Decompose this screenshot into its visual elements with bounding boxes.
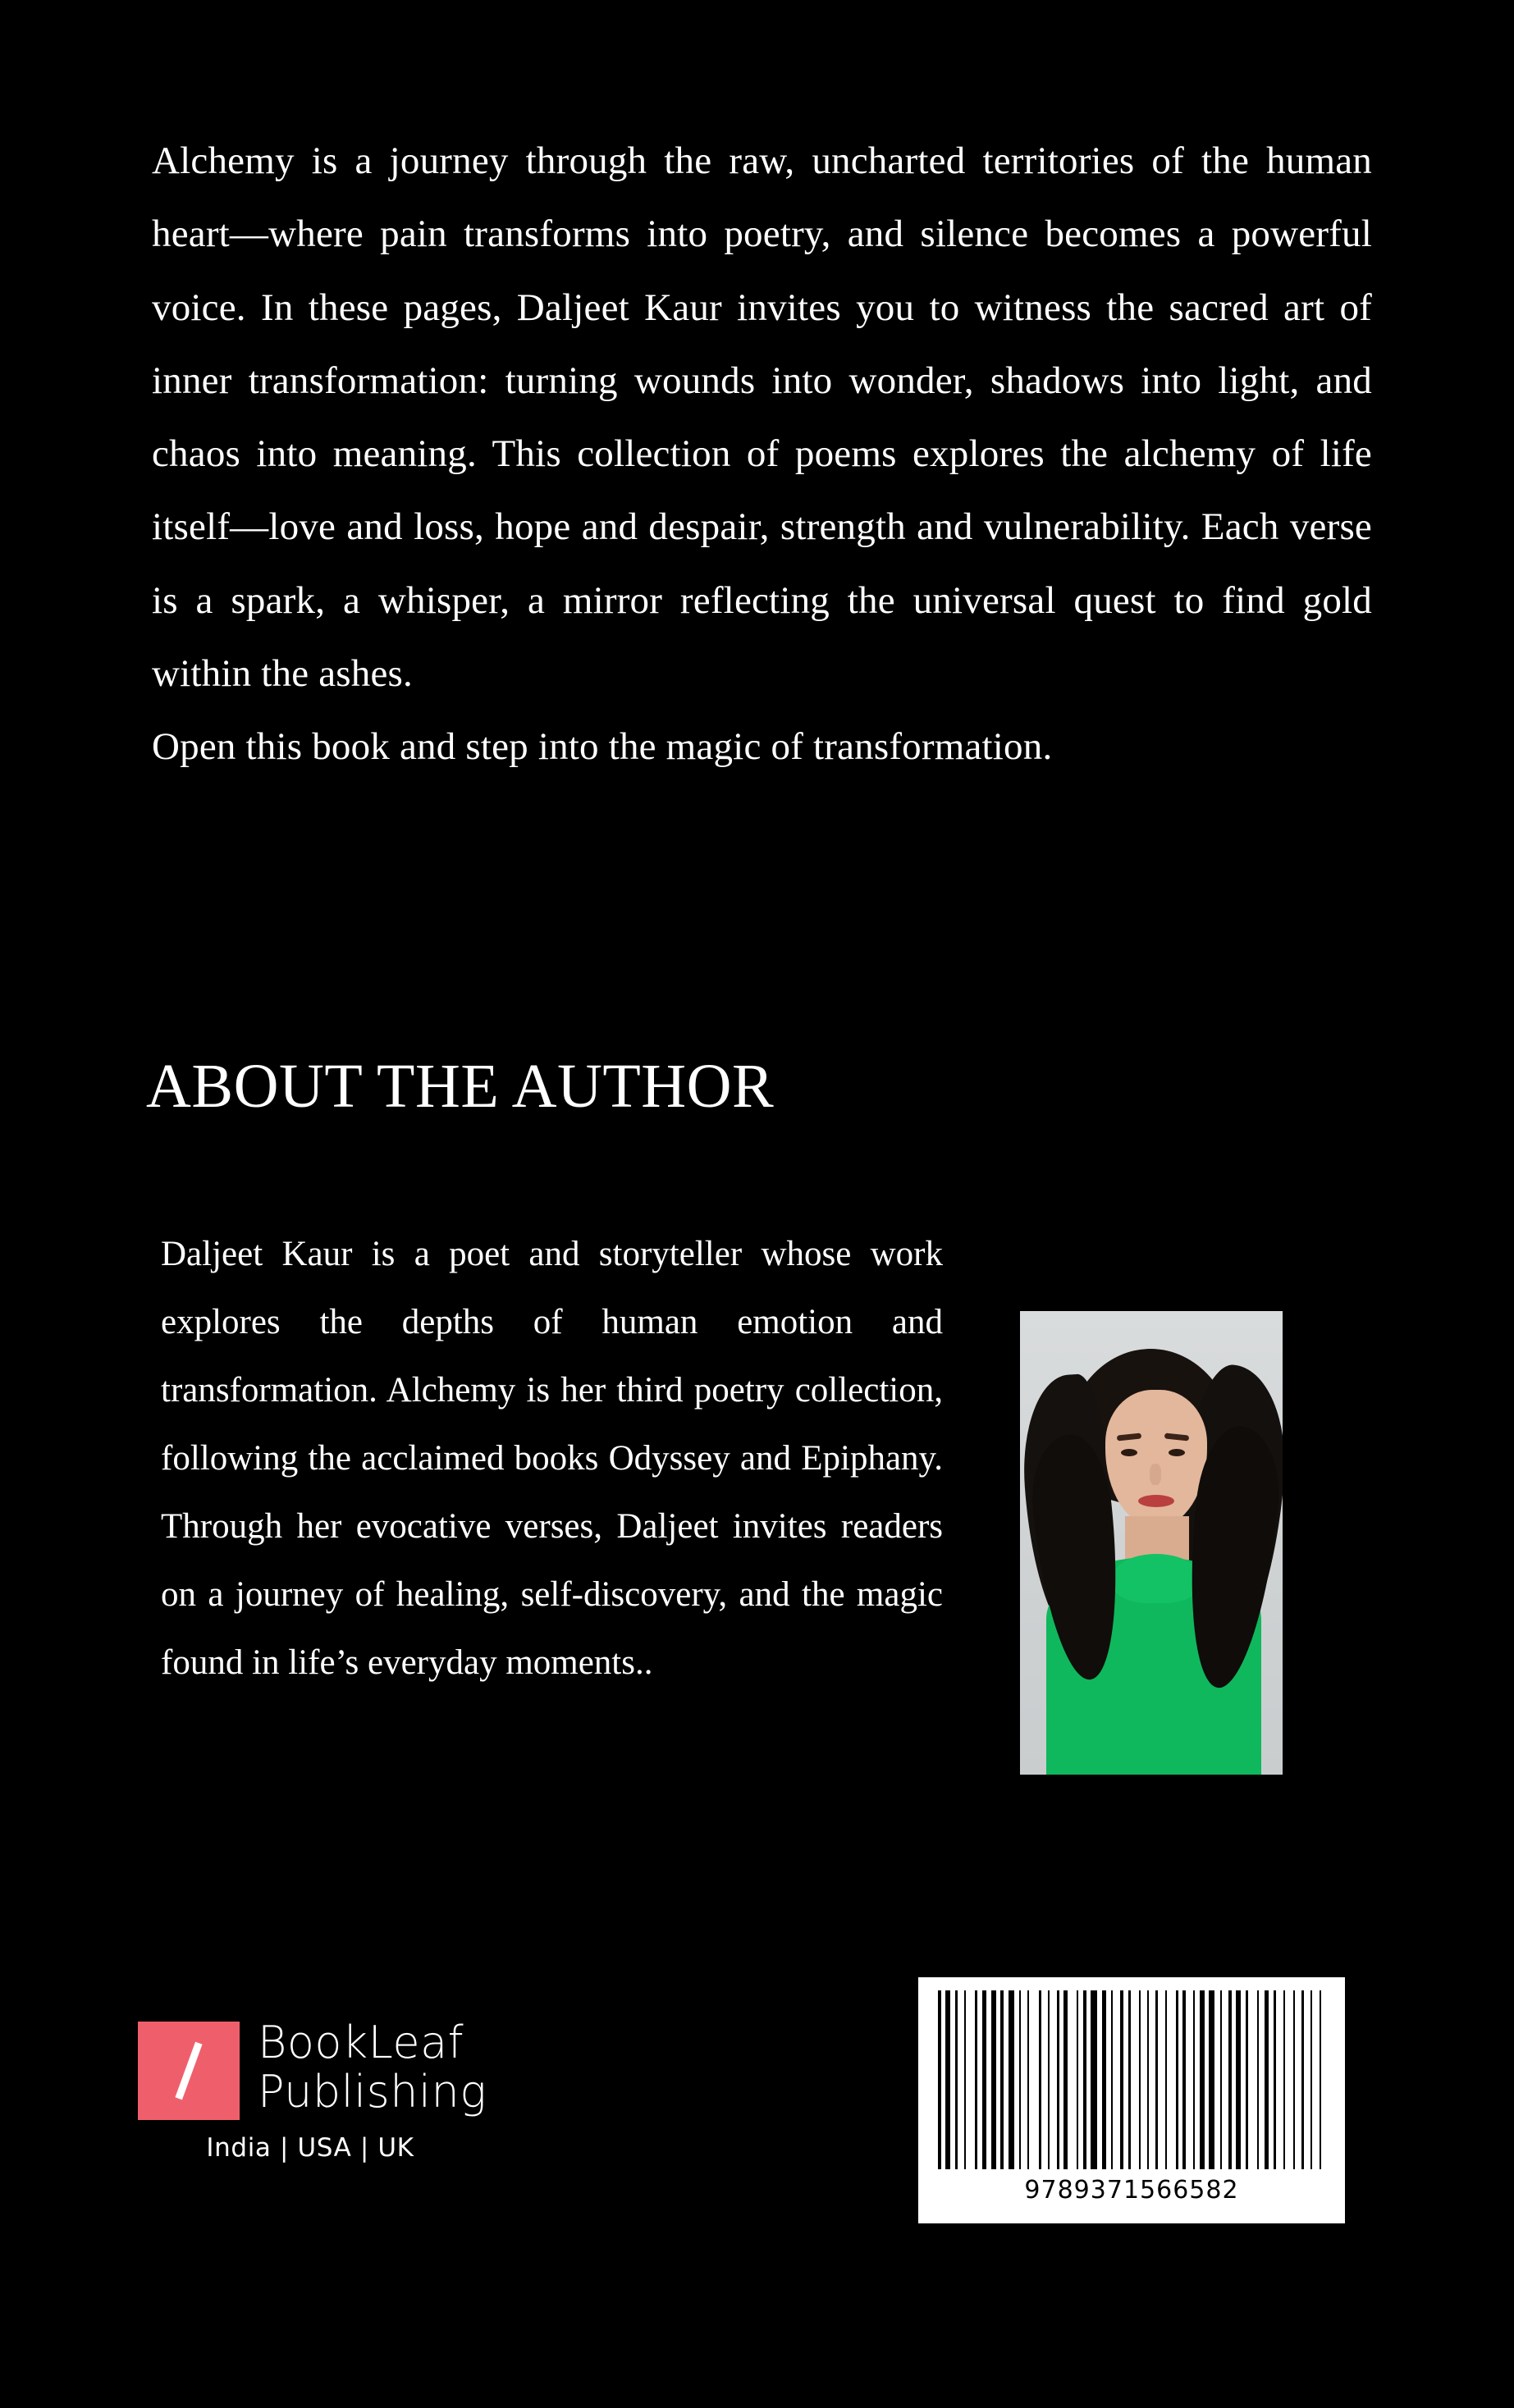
- barcode-bar: [979, 1990, 981, 2169]
- book-blurb: [152, 125, 1372, 784]
- publisher-name-line1: BookLeaf: [258, 2017, 464, 2068]
- barcode-bar: [1168, 1990, 1174, 2169]
- barcode-bar: [1216, 1990, 1219, 2169]
- isbn-number: 9789371566582: [1024, 2176, 1239, 2205]
- barcode-bar: [1142, 1990, 1146, 2169]
- barcode-bar: [1061, 1990, 1063, 2169]
- author-photo: [1020, 1311, 1283, 1775]
- barcode-bar: [1102, 1990, 1106, 2169]
- barcode-bar: [1277, 1990, 1282, 2169]
- barcode-bar: [1260, 1990, 1264, 2169]
- barcode-bar: [1083, 1990, 1086, 2169]
- blurb-closing-line: Open this book and step into the magic of transformation.: [152, 725, 1053, 769]
- barcode-bar: [1180, 1990, 1182, 2169]
- publisher-regions: India | USA | UK: [206, 2133, 414, 2163]
- barcode-bar: [1027, 1990, 1029, 2169]
- barcode-bar: [1022, 1990, 1026, 2169]
- barcode-bar: [943, 1990, 945, 2169]
- barcode-bar: [1287, 1990, 1292, 2169]
- barcode-bar: [1077, 1990, 1078, 2169]
- barcode-bar: [1196, 1990, 1198, 2169]
- barcode-bar: [1043, 1990, 1046, 2169]
- barcode-bar: [1283, 1990, 1285, 2169]
- publisher-name: [258, 2018, 487, 2118]
- barcode-bar: [1147, 1990, 1149, 2169]
- publisher-logo-block: [138, 2018, 565, 2163]
- barcode-bar: [1125, 1990, 1127, 2169]
- about-the-author-heading: ABOUT THE AUTHOR: [146, 1052, 775, 1121]
- barcode-bar: [982, 1990, 986, 2169]
- barcode-bar: [1088, 1990, 1090, 2169]
- barcode-bar: [1019, 1990, 1021, 2169]
- barcode-bar: [1200, 1990, 1205, 2169]
- isbn-barcode: [918, 1977, 1345, 2223]
- barcode-bar: [1257, 1990, 1259, 2169]
- barcode-bar: [1039, 1990, 1041, 2169]
- barcode-bar: [1165, 1990, 1167, 2169]
- barcode-bar: [1128, 1990, 1131, 2169]
- barcode-bar: [1220, 1990, 1222, 2169]
- barcode-bar: [1236, 1990, 1241, 2169]
- barcode-bar: [1176, 1990, 1178, 2169]
- barcode-bar: [945, 1990, 950, 2169]
- barcode-bar: [1063, 1990, 1068, 2169]
- publisher-logo-row: [138, 2018, 565, 2120]
- blurb-paragraph: Alchemy is a journey through the raw, uncharted territories of the human heart—where pain transforms into poetry, and silence becomes a powerful voice. In these pages, Daljeet Kaur invites you to witness the sacred art of inner transformation: turning wounds into wonder, shadows into light, and chaos into meaning. This collection of poems explores the alchemy of life itself—love and loss, hope and despair, strength and vulnerability. Each verse is a spark, a whisper, a mirror reflecting the universal quest to find gold within the ashes.: [152, 139, 1372, 696]
- barcode-bar: [1150, 1990, 1154, 2169]
- barcode-bar: [1000, 1990, 1004, 2169]
- barcode-bar: [1305, 1990, 1309, 2169]
- barcode-bar: [1242, 1990, 1244, 2169]
- barcode-bar: [1265, 1990, 1269, 2169]
- barcode-bar: [964, 1990, 966, 2169]
- barcode-bar: [1057, 1990, 1059, 2169]
- barcode-bar: [1009, 1990, 1014, 2169]
- barcode-bar: [955, 1990, 958, 2169]
- barcode-bar: [1228, 1990, 1232, 2169]
- barcode-bar: [1050, 1990, 1055, 2169]
- barcode-bar: [1069, 1990, 1075, 2169]
- barcode-bar: [952, 1990, 954, 2169]
- barcode-bar: [987, 1990, 990, 2169]
- barcode-bar: [1015, 1990, 1018, 2169]
- photo-lips: [1138, 1495, 1174, 1507]
- barcode-bar: [1310, 1990, 1312, 2169]
- barcode-bar: [1323, 1990, 1325, 2169]
- barcode-bar: [1114, 1990, 1119, 2169]
- barcode-bar: [1206, 1990, 1208, 2169]
- barcode-bar: [958, 1990, 963, 2169]
- barcode-bar: [1193, 1990, 1195, 2169]
- barcode-bar: [1297, 1990, 1300, 2169]
- slash-glyph: [175, 2042, 202, 2100]
- barcode-bar: [1313, 1990, 1318, 2169]
- barcode-bar: [1223, 1990, 1227, 2169]
- barcode-bar: [1132, 1990, 1137, 2169]
- barcode-bar: [1091, 1990, 1097, 2169]
- barcode-bar: [1107, 1990, 1109, 2169]
- barcode-bar: [1099, 1990, 1100, 2169]
- barcode-bar: [1274, 1990, 1276, 2169]
- barcode-bar: [1120, 1990, 1123, 2169]
- barcode-bar: [1079, 1990, 1082, 2169]
- barcode-bar: [1155, 1990, 1158, 2169]
- barcode-bar: [1187, 1990, 1192, 2169]
- barcode-bar: [1249, 1990, 1256, 2169]
- barcode-bar: [1005, 1990, 1007, 2169]
- photo-eye-right: [1169, 1449, 1185, 1456]
- barcode-bar: [1159, 1990, 1164, 2169]
- barcode-bar: [1048, 1990, 1050, 2169]
- barcode-bar: [938, 1990, 941, 2169]
- barcode-bar: [1233, 1990, 1235, 2169]
- barcode-bar: [991, 1990, 996, 2169]
- author-bio-text: Daljeet Kaur is a poet and storyteller whose work explores the depths of human emotion and transformation. Alchemy is her third poetry collection, following the acclaimed books Odyssey and Epiphany. Through her evocative verses, Daljeet invites readers on a journey of healing, self-discovery, and the magic found in life’s everyday moments..: [161, 1235, 943, 1682]
- publisher-name-line2: Publishing: [258, 2066, 487, 2118]
- bookleaf-slash-icon: [138, 2022, 240, 2120]
- barcode-bar: [1246, 1990, 1248, 2169]
- barcode-bar: [1031, 1990, 1038, 2169]
- barcode-bar: [1293, 1990, 1295, 2169]
- barcode-bar: [967, 1990, 974, 2169]
- barcode-bar: [1111, 1990, 1113, 2169]
- barcode-bar: [1301, 1990, 1304, 2169]
- barcode-bar: [1270, 1990, 1272, 2169]
- barcode-bar: [1139, 1990, 1141, 2169]
- photo-nose: [1150, 1464, 1161, 1485]
- barcode-bar: [1182, 1990, 1186, 2169]
- barcode-bars: [931, 1990, 1332, 2169]
- photo-eye-left: [1121, 1449, 1137, 1456]
- author-bio: [161, 1221, 943, 1697]
- barcode-bar: [1209, 1990, 1214, 2169]
- photo-collar: [1112, 1554, 1201, 1603]
- barcode-bar: [975, 1990, 977, 2169]
- barcode-bar: [998, 1990, 999, 2169]
- barcode-bar: [1320, 1990, 1321, 2169]
